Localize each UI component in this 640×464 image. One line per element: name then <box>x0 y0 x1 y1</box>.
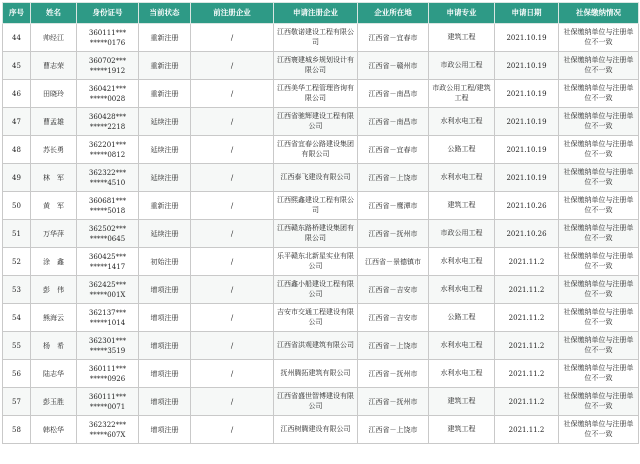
cell-previous-company: / <box>191 108 274 136</box>
table-row <box>3 164 639 192</box>
cell-applying-company: 乐平赣东北新星实业有限公司 <box>274 248 358 276</box>
cell-location: 江西省－南昌市 <box>358 80 429 108</box>
cell-social-insurance: 社保缴纳单位与注册单位不一致 <box>559 276 639 304</box>
cell-date: 2021.10.26 <box>495 192 559 220</box>
cell-applying-company: 江西赣东路桥建设集团有限公司 <box>274 220 358 248</box>
cell-location: 江西省－赣州市 <box>358 52 429 80</box>
col-header-specialty: 申请专业 <box>429 3 495 24</box>
cell-index: 52 <box>3 248 31 276</box>
cell-status: 延续注册 <box>139 108 191 136</box>
cell-id-number: 362322*** *****4510 <box>77 164 139 192</box>
table-row <box>3 416 639 444</box>
cell-previous-company: / <box>191 24 274 52</box>
col-header-index: 序号 <box>3 3 31 24</box>
cell-id-number: 360702*** *****1912 <box>77 52 139 80</box>
cell-status: 重新注册 <box>139 24 191 52</box>
cell-date: 2021.11.2 <box>495 276 559 304</box>
cell-location: 江西省－上饶市 <box>358 332 429 360</box>
cell-social-insurance: 社保缴纳单位与注册单位不一致 <box>559 220 639 248</box>
cell-specialty: 水利水电工程 <box>429 332 495 360</box>
cell-specialty: 水利水电工程 <box>429 108 495 136</box>
cell-index: 47 <box>3 108 31 136</box>
cell-date: 2021.10.19 <box>495 24 559 52</box>
cell-id-number: 360421*** *****0028 <box>77 80 139 108</box>
cell-status: 增项注册 <box>139 332 191 360</box>
cell-index: 56 <box>3 360 31 388</box>
cell-location: 江西省－宜春市 <box>358 136 429 164</box>
cell-applying-company: 江西敬诺建设工程有限公司 <box>274 24 358 52</box>
cell-date: 2021.10.19 <box>495 52 559 80</box>
cell-id-number: 362301*** *****3519 <box>77 332 139 360</box>
cell-name: 苏长勇 <box>31 136 77 164</box>
cell-name: 陆志华 <box>31 360 77 388</box>
cell-previous-company: / <box>191 52 274 80</box>
cell-status: 增项注册 <box>139 416 191 444</box>
cell-social-insurance: 社保缴纳单位与注册单位不一致 <box>559 24 639 52</box>
cell-social-insurance: 社保缴纳单位与注册单位不一致 <box>559 304 639 332</box>
cell-applying-company: 吉安市交通工程建设有限公司 <box>274 304 358 332</box>
cell-location: 江西省－吉安市 <box>358 276 429 304</box>
cell-index: 58 <box>3 416 31 444</box>
cell-applying-company: 江西省盛世智博建设有限公司 <box>274 388 358 416</box>
cell-status: 增项注册 <box>139 360 191 388</box>
cell-applying-company: 江西省驰辉建设工程有限公司 <box>274 108 358 136</box>
cell-social-insurance: 社保缴纳单位与注册单位不一致 <box>559 136 639 164</box>
table-row <box>3 388 639 416</box>
cell-previous-company: / <box>191 360 274 388</box>
cell-id-number: 362137*** *****1014 <box>77 304 139 332</box>
cell-name: 林 军 <box>31 164 77 192</box>
cell-location: 江西省－宜春市 <box>358 24 429 52</box>
cell-location: 江西省－南昌市 <box>358 108 429 136</box>
table-row <box>3 80 639 108</box>
cell-date: 2021.10.19 <box>495 80 559 108</box>
cell-social-insurance: 社保缴纳单位与注册单位不一致 <box>559 248 639 276</box>
cell-social-insurance: 社保缴纳单位与注册单位不一致 <box>559 52 639 80</box>
cell-date: 2021.10.19 <box>495 164 559 192</box>
cell-specialty: 市政公用工程 <box>429 52 495 80</box>
cell-previous-company: / <box>191 136 274 164</box>
cell-id-number: 362201*** *****0812 <box>77 136 139 164</box>
cell-date: 2021.10.19 <box>495 108 559 136</box>
cell-name: 涂 鑫 <box>31 248 77 276</box>
cell-id-number: 362425*** *****001X <box>77 276 139 304</box>
cell-social-insurance: 社保缴纳单位与注册单位不一致 <box>559 360 639 388</box>
cell-specialty: 建筑工程 <box>429 416 495 444</box>
cell-index: 44 <box>3 24 31 52</box>
col-header-applying-company: 申请注册企业 <box>274 3 358 24</box>
cell-location: 江西省－吉安市 <box>358 304 429 332</box>
cell-index: 49 <box>3 164 31 192</box>
cell-date: 2021.11.2 <box>495 360 559 388</box>
cell-status: 重新注册 <box>139 80 191 108</box>
cell-index: 51 <box>3 220 31 248</box>
cell-name: 韩松华 <box>31 416 77 444</box>
cell-index: 55 <box>3 332 31 360</box>
cell-previous-company: / <box>191 164 274 192</box>
cell-social-insurance: 社保缴纳单位与注册单位不一致 <box>559 80 639 108</box>
cell-specialty: 水利水电工程 <box>429 360 495 388</box>
cell-previous-company: / <box>191 192 274 220</box>
cell-date: 2021.11.2 <box>495 388 559 416</box>
cell-name: 黄 军 <box>31 192 77 220</box>
col-header-status: 当前状态 <box>139 3 191 24</box>
cell-location: 江西省－上饶市 <box>358 164 429 192</box>
col-header-date: 申请日期 <box>495 3 559 24</box>
cell-applying-company: 江西寰建城乡规划设计有限公司 <box>274 52 358 80</box>
registration-table <box>2 2 639 444</box>
table-row <box>3 136 639 164</box>
cell-previous-company: / <box>191 388 274 416</box>
cell-date: 2021.11.2 <box>495 416 559 444</box>
cell-specialty: 水利水电工程 <box>429 248 495 276</box>
cell-id-number: 360111*** *****0176 <box>77 24 139 52</box>
cell-specialty: 水利水电工程 <box>429 164 495 192</box>
col-header-id-number: 身份证号 <box>77 3 139 24</box>
cell-index: 57 <box>3 388 31 416</box>
cell-date: 2021.11.2 <box>495 304 559 332</box>
cell-previous-company: / <box>191 80 274 108</box>
cell-social-insurance: 社保缴纳单位与注册单位不一致 <box>559 388 639 416</box>
cell-social-insurance: 社保缴纳单位与注册单位不一致 <box>559 332 639 360</box>
cell-previous-company: / <box>191 304 274 332</box>
table-row <box>3 24 639 52</box>
cell-previous-company: / <box>191 276 274 304</box>
cell-specialty: 建筑工程 <box>429 24 495 52</box>
cell-applying-company: 江西树腾建设有限公司 <box>274 416 358 444</box>
cell-status: 初始注册 <box>139 248 191 276</box>
cell-name: 彭玉胜 <box>31 388 77 416</box>
table-header-row <box>3 3 639 24</box>
cell-index: 45 <box>3 52 31 80</box>
cell-id-number: 360681*** *****5018 <box>77 192 139 220</box>
cell-location: 江西省－鹰潭市 <box>358 192 429 220</box>
cell-name: 杨 希 <box>31 332 77 360</box>
table-row <box>3 52 639 80</box>
col-header-social-insurance: 社保缴纳情况 <box>559 3 639 24</box>
table-row <box>3 332 639 360</box>
cell-status: 增项注册 <box>139 388 191 416</box>
cell-id-number: 360111*** *****0926 <box>77 360 139 388</box>
table-row <box>3 108 639 136</box>
table-row <box>3 192 639 220</box>
cell-id-number: 362322*** *****607X <box>77 416 139 444</box>
cell-status: 延续注册 <box>139 164 191 192</box>
cell-id-number: 360425*** *****1417 <box>77 248 139 276</box>
cell-id-number: 360111*** *****0071 <box>77 388 139 416</box>
cell-name: 田晓玲 <box>31 80 77 108</box>
table-row <box>3 276 639 304</box>
cell-previous-company: / <box>191 332 274 360</box>
cell-previous-company: / <box>191 416 274 444</box>
cell-id-number: 362502*** *****0645 <box>77 220 139 248</box>
cell-index: 53 <box>3 276 31 304</box>
cell-location: 江西省－抚州市 <box>358 360 429 388</box>
cell-location: 江西省－抚州市 <box>358 388 429 416</box>
cell-applying-company: 江西美华工程管理咨询有限公司 <box>274 80 358 108</box>
cell-location: 江西省－景德镇市 <box>358 248 429 276</box>
col-header-previous-company: 前注册企业 <box>191 3 274 24</box>
cell-applying-company: 江西鑫小船建设工程有限公司 <box>274 276 358 304</box>
table-row <box>3 360 639 388</box>
cell-social-insurance: 社保缴纳单位与注册单位不一致 <box>559 108 639 136</box>
cell-name: 彭 伟 <box>31 276 77 304</box>
cell-status: 增项注册 <box>139 276 191 304</box>
cell-specialty: 建筑工程 <box>429 388 495 416</box>
cell-status: 延续注册 <box>139 220 191 248</box>
cell-date: 2021.10.19 <box>495 136 559 164</box>
cell-date: 2021.11.2 <box>495 248 559 276</box>
cell-index: 46 <box>3 80 31 108</box>
cell-specialty: 水利水电工程 <box>429 276 495 304</box>
cell-name: 曹孟雄 <box>31 108 77 136</box>
cell-id-number: 360428*** *****2218 <box>77 108 139 136</box>
cell-date: 2021.11.2 <box>495 332 559 360</box>
cell-name: 熊海云 <box>31 304 77 332</box>
cell-index: 48 <box>3 136 31 164</box>
cell-date: 2021.10.26 <box>495 220 559 248</box>
cell-social-insurance: 社保缴纳单位与注册单位不一致 <box>559 164 639 192</box>
cell-index: 54 <box>3 304 31 332</box>
cell-specialty: 市政公用工程/建筑工程 <box>429 80 495 108</box>
cell-location: 江西省－上饶市 <box>358 416 429 444</box>
table-row <box>3 220 639 248</box>
cell-location: 江西省－抚州市 <box>358 220 429 248</box>
cell-index: 50 <box>3 192 31 220</box>
col-header-name: 姓名 <box>31 3 77 24</box>
cell-previous-company: / <box>191 248 274 276</box>
cell-name: 曹志荣 <box>31 52 77 80</box>
cell-status: 重新注册 <box>139 52 191 80</box>
cell-specialty: 建筑工程 <box>429 192 495 220</box>
cell-specialty: 公路工程 <box>429 304 495 332</box>
cell-social-insurance: 社保缴纳单位与注册单位不一致 <box>559 416 639 444</box>
col-header-location: 企业所在地 <box>358 3 429 24</box>
cell-specialty: 公路工程 <box>429 136 495 164</box>
cell-applying-company: 抚州腾拓建筑有限公司 <box>274 360 358 388</box>
cell-applying-company: 江西泰飞建设有限公司 <box>274 164 358 192</box>
cell-applying-company: 江西熙鑫建设工程有限公司 <box>274 192 358 220</box>
cell-previous-company: / <box>191 220 274 248</box>
cell-applying-company: 江西省洪观建筑有限公司 <box>274 332 358 360</box>
cell-status: 重新注册 <box>139 192 191 220</box>
table-row <box>3 304 639 332</box>
cell-status: 延续注册 <box>139 136 191 164</box>
cell-applying-company: 江西省宜春公路建设集团有限公司 <box>274 136 358 164</box>
table-row <box>3 248 639 276</box>
cell-status: 增项注册 <box>139 304 191 332</box>
cell-social-insurance: 社保缴纳单位与注册单位不一致 <box>559 192 639 220</box>
cell-name: 帅经江 <box>31 24 77 52</box>
cell-specialty: 市政公用工程 <box>429 220 495 248</box>
cell-name: 万华萍 <box>31 220 77 248</box>
table-body <box>3 24 639 444</box>
